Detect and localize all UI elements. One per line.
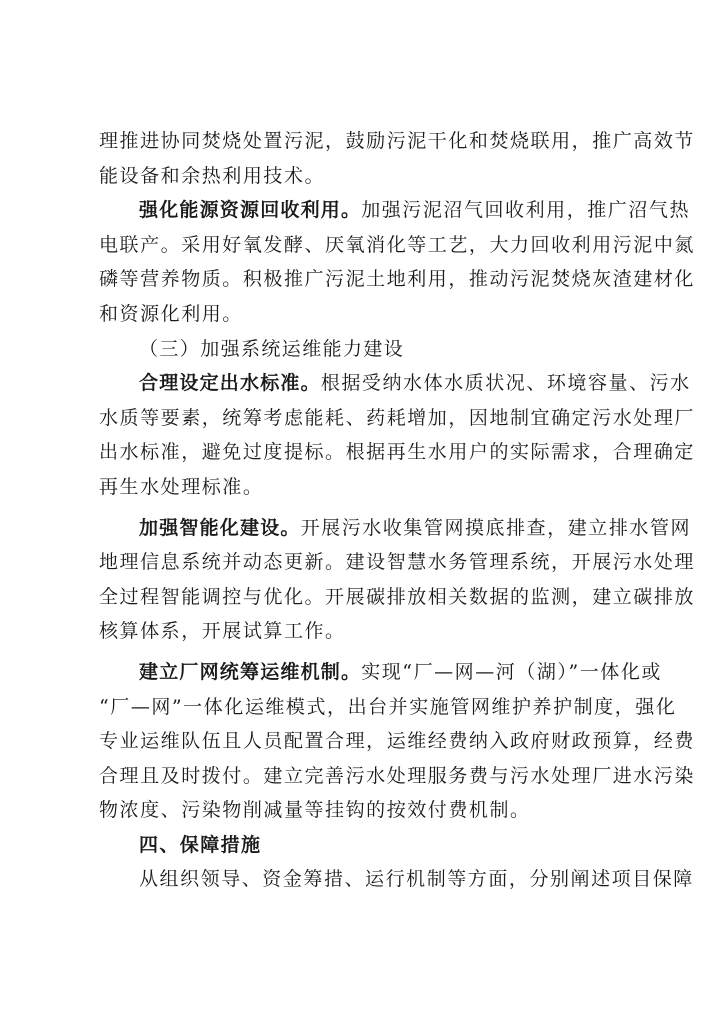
paragraph-line: 物浓度、污染物削减量等挂钩的按效付费机制。	[99, 799, 531, 822]
paragraph-text: 根据受纳水体水质状况、环境容量、污水	[320, 372, 691, 395]
paragraph-line: 专业运维队伍且人员配置合理，运维经费纳入政府财政预算，经费	[99, 730, 695, 753]
section-heading: 四、保障措施	[139, 833, 262, 856]
paragraph-line: 水质等要素，统筹考虑能耗、药耗增加，因地制宜确定污水处理厂	[99, 406, 695, 429]
document-body	[99, 124, 695, 897]
paragraph-first-line: 从组织领导、资金筹措、运行机制等方面，分别阐述项目保障	[139, 868, 694, 891]
paragraph-first-line	[99, 655, 662, 690]
paragraph-line: 出水标准，避免过度提标。根据再生水用户的实际需求，合理确定	[99, 441, 695, 464]
paragraph-line: 合理且及时拨付。建立完善污水处理服务费与污水处理厂进水污染	[99, 764, 695, 787]
subsection-heading: （三）加强系统运维能力建设	[139, 337, 405, 360]
paragraph-line: “厂—网”一体化运维模式，出台并实施管网维护养护制度，强化	[99, 695, 677, 718]
paragraph-line: 核算体系，开展试算工作。	[99, 620, 346, 643]
paragraph-line: 电联产。采用好氧发酵、厌氧消化等工艺，大力回收利用污泥中氮	[99, 233, 695, 256]
paragraph-first-line	[99, 366, 691, 401]
paragraph-lead-heading: 强化能源资源回收利用。	[139, 199, 362, 222]
paragraph-lead-heading: 加强智能化建设。	[139, 516, 301, 539]
paragraph-text: 实现“厂—网—河（湖）”一体化或	[361, 660, 662, 683]
paragraph-lead-heading: 建立厂网统筹运维机制。	[139, 660, 362, 683]
paragraph-lead-heading: 合理设定出水标准。	[139, 372, 321, 395]
paragraph-line: 和资源化利用。	[99, 302, 243, 325]
paragraph-line: 再生水处理标准。	[99, 475, 264, 498]
paragraph-line: 磷等营养物质。积极推广污泥土地利用，推动污泥焚烧灰渣建材化	[99, 268, 695, 291]
paragraph-first-line	[99, 193, 691, 228]
paragraph-line: 地理信息系统并动态更新。建设智慧水务管理系统，开展污水处理	[99, 551, 695, 574]
paragraph-text: 加强污泥沼气回收利用，推广沼气热	[361, 199, 691, 222]
paragraph-text: 开展污水收集管网摸底排查，建立排水管网	[300, 516, 692, 539]
paragraph-line: 能设备和余热利用技术。	[99, 164, 326, 187]
paragraph-first-line	[99, 511, 692, 546]
paragraph-line: 理推进协同焚烧处置污泥，鼓励污泥干化和焚烧联用，推广高效节	[99, 130, 695, 152]
paragraph-line: 全过程智能调控与优化。开展碳排放相关数据的监测，建立碳排放	[99, 585, 695, 608]
